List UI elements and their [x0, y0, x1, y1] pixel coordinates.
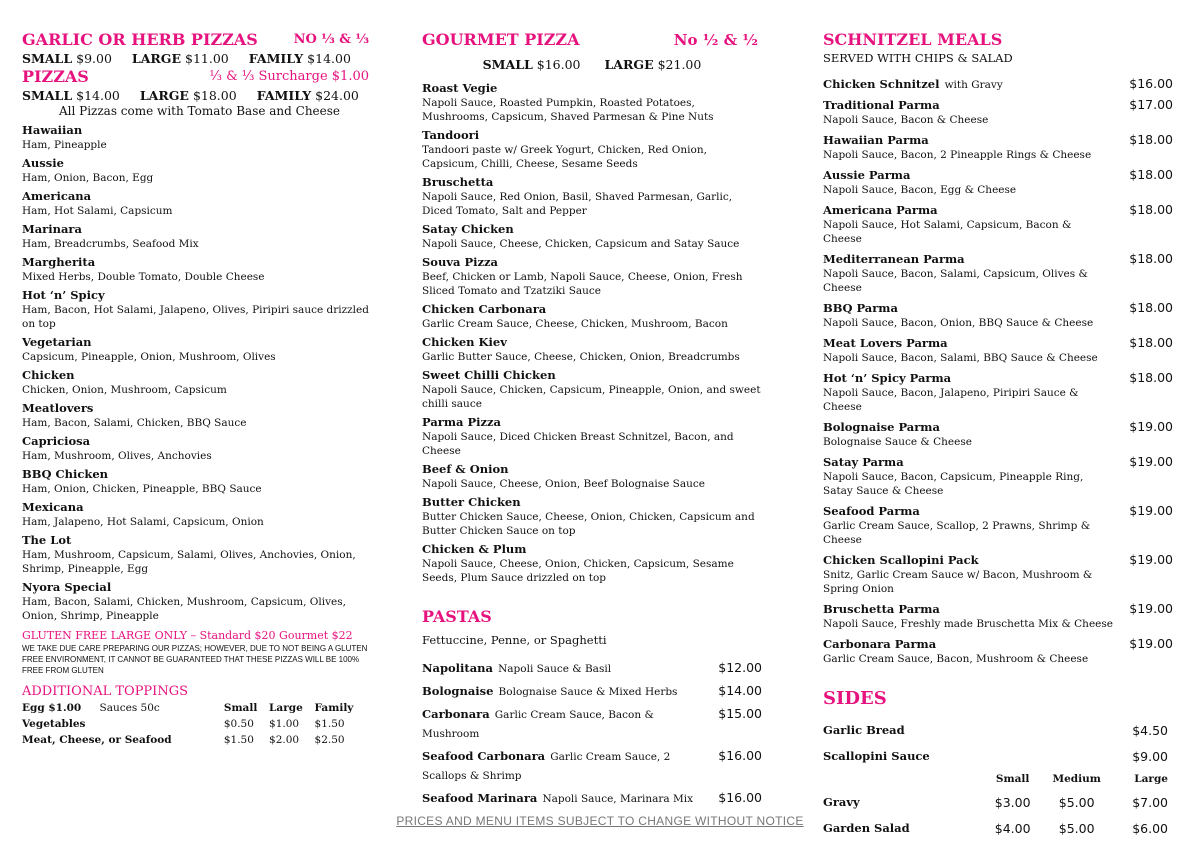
schnitzel-label — [823, 451, 904, 470]
list-item — [823, 500, 1173, 547]
pizza-name: Americana — [22, 189, 92, 203]
gourmet-name: Parma Pizza — [422, 415, 502, 429]
topping-name: Vegetables — [22, 718, 86, 730]
table-row — [823, 743, 1168, 769]
pastas-title: PASTAS — [422, 607, 492, 626]
schnitzel-price: $19.00 — [1129, 419, 1173, 434]
sides-small-header: Small — [995, 773, 1030, 785]
schnitzel-label — [823, 94, 940, 113]
schnitzel-desc: Snitz, Garlic Cream Sauce w/ Bacon, Mushroom & Spring Onion — [823, 569, 1093, 595]
schnitzel-desc: Napoli Sauce, Bacon & Cheese — [823, 114, 989, 126]
schnitzel-desc: Garlic Cream Sauce, Scallop, 2 Prawns, Shrimp & Cheese — [823, 520, 1091, 546]
list-item — [422, 255, 762, 298]
schnitzel-price: $18.00 — [1129, 132, 1173, 147]
gourmet-name: Souva Pizza — [422, 255, 499, 269]
schnitzel-row — [823, 598, 1173, 617]
schnitzel-name: Hot ‘n’ Spicy Parma — [823, 371, 952, 385]
schnitzel-price: $18.00 — [1129, 335, 1173, 350]
list-item — [22, 288, 377, 331]
list-item — [422, 542, 762, 585]
schnitzel-label — [823, 164, 910, 183]
gourmet-desc: Garlic Butter Sauce, Cheese, Chicken, Onion, Breadcrumbs — [422, 351, 740, 363]
list-item — [823, 332, 1173, 365]
list-item — [823, 297, 1173, 330]
schnitzel-desc: Napoli Sauce, Bacon, Capsicum, Pineapple Ring, Satay Sauce & Cheese — [823, 471, 1084, 497]
pastas-header — [422, 607, 762, 627]
schnitzel-name: Satay Parma — [823, 455, 904, 469]
pizzas-title: PIZZAS — [22, 67, 89, 86]
list-item — [823, 367, 1173, 414]
pasta-desc: Napoli Sauce, Marinara Mix — [542, 793, 694, 805]
sides-header-row — [823, 769, 1168, 789]
schnitzel-title: SCHNITZEL MEALS — [823, 30, 1003, 49]
column-pizzas — [22, 30, 377, 748]
gourmet-header — [422, 30, 762, 50]
pizza-name: BBQ Chicken — [22, 467, 108, 481]
table-row — [22, 716, 367, 732]
list-item — [422, 175, 762, 218]
list-item — [823, 164, 1173, 197]
toppings-header-row — [22, 700, 367, 716]
gourmet-name: Butter Chicken — [422, 495, 521, 509]
list-item — [823, 73, 1173, 92]
gourmet-desc: Tandoori paste w/ Greek Yogurt, Chicken, Red Onion, Capsicum, Chilli, Cheese, Sesame Seeds — [422, 144, 707, 170]
schnitzel-desc: Bolognaise Sauce & Cheese — [823, 436, 972, 448]
schnitzel-price: $18.00 — [1129, 251, 1173, 266]
schnitzel-row — [823, 500, 1173, 519]
list-item — [422, 368, 762, 411]
sides-medium-header: Medium — [1052, 773, 1101, 785]
schnitzel-label — [823, 332, 948, 351]
pizza-desc: Ham, Mushroom, Capsicum, Salami, Olives, Anchovies, Onion, Shrimp, Pineapple, Egg — [22, 549, 356, 575]
pizza-name: The Lot — [22, 533, 72, 547]
pasta-list — [422, 657, 762, 806]
size-price: FAMILY $14.00 — [248, 51, 351, 66]
list-item — [823, 129, 1173, 162]
pasta-label — [422, 787, 693, 806]
schnitzel-name: Meat Lovers Parma — [823, 336, 948, 350]
pizza-desc: Ham, Onion, Chicken, Pineapple, BBQ Sauce — [22, 483, 262, 495]
schnitzel-desc: Napoli Sauce, Bacon, Salami, BBQ Sauce & Cheese — [823, 352, 1098, 364]
pasta-label — [422, 745, 702, 783]
topping-large: $1.00 — [269, 718, 300, 730]
schnitzel-row — [823, 367, 1173, 386]
side-small-price: $4.00 — [994, 820, 1031, 836]
list-item — [22, 500, 377, 529]
schnitzel-row — [823, 549, 1173, 568]
list-item — [22, 533, 377, 576]
list-item — [22, 123, 377, 152]
pizza-name: Capriciosa — [22, 434, 91, 448]
schnitzel-name: Traditional Parma — [823, 98, 940, 112]
schnitzel-label — [823, 633, 936, 652]
schnitzel-label — [823, 199, 938, 218]
list-item — [422, 703, 762, 741]
pizzas-surcharge-note: ⅓ & ⅓ Surcharge $1.00 — [209, 69, 369, 84]
column-gourmet — [422, 30, 762, 810]
side-large-price: $7.00 — [1132, 794, 1168, 810]
gourmet-name: Chicken Carbonara — [422, 302, 547, 316]
pizza-desc: Ham, Onion, Bacon, Egg — [22, 172, 154, 184]
pizzas-header — [22, 67, 377, 87]
sides-title: SIDES — [823, 688, 887, 709]
gourmet-title: GOURMET PIZZA — [422, 30, 580, 49]
schnitzel-row — [823, 633, 1173, 652]
schnitzel-name: Chicken Schnitzel — [823, 77, 940, 91]
size-price: LARGE $11.00 — [131, 51, 229, 66]
gourmet-sizes — [422, 56, 762, 73]
schnitzel-name: Aussie Parma — [823, 168, 911, 182]
pasta-desc: Napoli Sauce & Basil — [498, 663, 612, 675]
pasta-label — [422, 657, 611, 676]
list-item — [22, 335, 377, 364]
pasta-label — [422, 703, 702, 741]
side-name: Gravy — [823, 795, 860, 809]
schnitzel-price: $18.00 — [1129, 300, 1173, 315]
schnitzel-price: $18.00 — [1129, 202, 1173, 217]
gourmet-desc: Napoli Sauce, Chicken, Capsicum, Pineapple, Onion, and sweet chilli sauce — [422, 384, 761, 410]
gourmet-list — [422, 81, 762, 585]
pastas-subtitle: Fettuccine, Penne, or Spaghetti — [422, 633, 607, 647]
toppings-small-header: Small — [223, 702, 258, 714]
pizza-name: Meatlovers — [22, 401, 94, 415]
gluten-free-note: GLUTEN FREE LARGE ONLY – Standard $20 Gourmet $22 — [22, 629, 353, 642]
pasta-price: $12.00 — [718, 660, 762, 675]
schnitzel-label — [823, 598, 940, 617]
schnitzel-price: $18.00 — [1129, 167, 1173, 182]
list-item — [22, 401, 377, 430]
gourmet-desc: Napoli Sauce, Red Onion, Basil, Shaved Parmesan, Garlic, Diced Tomato, Salt and Pepper — [422, 191, 733, 217]
gourmet-desc: Butter Chicken Sauce, Cheese, Onion, Chicken, Capsicum and Butter Chicken Sauce on top — [422, 511, 755, 537]
side-name: Scallopini Sauce — [823, 749, 930, 763]
pizza-list — [22, 123, 377, 623]
schnitzel-row — [823, 94, 1173, 113]
pasta-name: Seafood Marinara — [422, 791, 538, 805]
size-price: FAMILY $24.00 — [256, 88, 359, 103]
schnitzel-desc: Garlic Cream Sauce, Bacon, Mushroom & Cheese — [823, 653, 1089, 665]
list-item — [422, 128, 762, 171]
schnitzel-name: Bolognaise Parma — [823, 420, 940, 434]
pizza-name: Hawaiian — [22, 123, 83, 137]
gourmet-note: No ½ & ½ — [673, 31, 758, 49]
size-price: LARGE $21.00 — [604, 57, 702, 72]
pizza-name: Aussie — [22, 156, 64, 170]
pizza-desc: Ham, Pineapple — [22, 139, 107, 151]
list-item — [22, 434, 377, 463]
pasta-price: $15.00 — [718, 706, 762, 721]
size-price: LARGE $18.00 — [139, 88, 237, 103]
pasta-price: $14.00 — [718, 683, 762, 698]
list-item — [22, 156, 377, 185]
list-item — [823, 248, 1173, 295]
list-item — [823, 633, 1173, 666]
pizza-name: Margherita — [22, 255, 96, 269]
pizza-sizes — [22, 87, 377, 104]
schnitzel-row — [823, 248, 1173, 267]
pasta-desc: Garlic Cream Sauce, 2 Scallops & Shrimp — [422, 751, 671, 782]
gourmet-desc: Napoli Sauce, Cheese, Chicken, Capsicum and Satay Sauce — [422, 238, 740, 250]
schnitzel-price: $19.00 — [1129, 601, 1173, 616]
schnitzel-row — [823, 332, 1173, 351]
schnitzel-header — [823, 30, 1173, 50]
list-item — [422, 495, 762, 538]
pasta-desc: Garlic Cream Sauce, Bacon & Mushroom — [422, 709, 654, 740]
pizza-desc: Ham, Breadcrumbs, Seafood Mix — [22, 238, 199, 250]
gluten-disclaimer: WE TAKE DUE CARE PREPARING OUR PIZZAS; HOWEVER, DUE TO NOT BEING A GLUTEN FREE ENVIRONMENT, IT CANNOT BE GUARANTEED THAT THESE PIZZAS WILL BE 100% FREE FROM GLUTEN — [22, 644, 368, 675]
schnitzel-price: $17.00 — [1129, 97, 1173, 112]
schnitzel-desc: Napoli Sauce, Bacon, Jalapeno, Piripiri Sauce & Cheese — [823, 387, 1079, 413]
pizza-name: Mexicana — [22, 500, 84, 514]
gourmet-name: Satay Chicken — [422, 222, 514, 236]
schnitzel-row — [823, 451, 1173, 470]
schnitzel-desc: Napoli Sauce, Freshly made Bruschetta Mix & Cheese — [823, 618, 1113, 630]
list-item — [422, 302, 762, 331]
schnitzel-name: Carbonara Parma — [823, 637, 937, 651]
sides-large-header: Large — [1134, 773, 1168, 785]
toppings-egg: Egg $1.00 Sauces 50c — [22, 702, 160, 714]
schnitzel-label — [823, 500, 920, 519]
list-item — [22, 467, 377, 496]
schnitzel-desc: Napoli Sauce, Bacon, 2 Pineapple Rings & Cheese — [823, 149, 1092, 161]
pasta-name: Napolitana — [422, 661, 493, 675]
pasta-price: $16.00 — [718, 748, 762, 763]
table-row — [22, 732, 367, 748]
pasta-label — [422, 680, 677, 699]
pizza-name: Chicken — [22, 368, 75, 382]
side-name: Garlic Bread — [823, 723, 905, 737]
garlic-herb-sizes — [22, 50, 377, 67]
pizza-desc: Capsicum, Pineapple, Onion, Mushroom, Olives — [22, 351, 276, 363]
topping-large: $2.00 — [269, 734, 300, 746]
topping-name: Meat, Cheese, or Seafood — [22, 734, 172, 746]
schnitzel-label — [823, 129, 929, 148]
schnitzel-name: Hawaiian Parma — [823, 133, 929, 147]
size-price: SMALL $16.00 — [482, 57, 581, 72]
schnitzel-row — [823, 416, 1173, 435]
column-schnitzel — [823, 30, 1173, 841]
table-row — [823, 789, 1168, 815]
pizza-name: Nyora Special — [22, 580, 112, 594]
gourmet-name: Chicken & Plum — [422, 542, 527, 556]
list-item — [422, 680, 762, 699]
schnitzel-name: BBQ Parma — [823, 301, 898, 315]
list-item — [823, 199, 1173, 246]
list-item — [422, 335, 762, 364]
list-item — [422, 81, 762, 124]
schnitzel-label — [823, 297, 898, 316]
schnitzel-label — [823, 416, 940, 435]
schnitzel-price: $16.00 — [1129, 76, 1173, 91]
pizza-name: Hot ‘n’ Spicy — [22, 288, 105, 302]
toppings-family-header: Family — [314, 702, 354, 714]
list-item — [823, 598, 1173, 631]
pizza-name: Vegetarian — [22, 335, 92, 349]
schnitzel-price: $19.00 — [1129, 552, 1173, 567]
side-medium-price: $5.00 — [1058, 794, 1095, 810]
list-item — [22, 255, 377, 284]
topping-small: $1.50 — [223, 734, 254, 746]
list-item — [823, 94, 1173, 127]
schnitzel-name: Americana Parma — [823, 203, 938, 217]
gourmet-name: Tandoori — [422, 128, 480, 142]
schnitzel-price: $19.00 — [1129, 503, 1173, 518]
pizza-name: Marinara — [22, 222, 82, 236]
size-price: SMALL $14.00 — [22, 88, 120, 103]
schnitzel-price: $18.00 — [1129, 370, 1173, 385]
schnitzel-row — [823, 73, 1173, 92]
schnitzel-name: Seafood Parma — [823, 504, 920, 518]
list-item — [823, 451, 1173, 498]
schnitzel-label — [823, 73, 1003, 92]
pizza-desc: Ham, Bacon, Salami, Chicken, BBQ Sauce — [22, 417, 247, 429]
gourmet-desc: Napoli Sauce, Cheese, Onion, Beef Bolognaise Sauce — [422, 478, 705, 490]
pasta-name: Seafood Carbonara — [422, 749, 546, 763]
gourmet-name: Chicken Kiev — [422, 335, 507, 349]
gourmet-desc: Garlic Cream Sauce, Cheese, Chicken, Mushroom, Bacon — [422, 318, 728, 330]
schnitzel-price: $19.00 — [1129, 454, 1173, 469]
gourmet-desc: Napoli Sauce, Cheese, Onion, Chicken, Capsicum, Sesame Seeds, Plum Sauce drizzled on top — [422, 558, 734, 584]
pasta-price: $16.00 — [718, 790, 762, 805]
size-price: SMALL $9.00 — [22, 51, 112, 66]
pizza-desc: Mixed Herbs, Double Tomato, Double Cheese — [22, 271, 265, 283]
toppings-large-header: Large — [269, 702, 303, 714]
schnitzel-desc: Napoli Sauce, Bacon, Salami, Capsicum, Olives & Cheese — [823, 268, 1088, 294]
gourmet-desc: Beef, Chicken or Lamb, Napoli Sauce, Cheese, Onion, Fresh Sliced Tomato and Tzatziki Sauce — [422, 271, 743, 297]
side-large-price: $6.00 — [1132, 820, 1168, 836]
garlic-herb-note: NO ⅓ & ⅓ — [293, 32, 369, 47]
list-item — [422, 787, 762, 806]
gourmet-name: Sweet Chilli Chicken — [422, 368, 556, 382]
list-item — [823, 416, 1173, 449]
footer-disclaimer: PRICES AND MENU ITEMS SUBJECT TO CHANGE WITHOUT NOTICE — [396, 814, 804, 828]
list-item — [422, 657, 762, 676]
list-item — [823, 549, 1173, 596]
schnitzel-label — [823, 248, 965, 267]
side-name: Garden Salad — [823, 821, 910, 835]
pizza-desc: Ham, Bacon, Salami, Chicken, Mushroom, Capsicum, Olives, Onion, Shrimp, Pineapple — [22, 596, 346, 622]
schnitzel-label — [823, 549, 979, 568]
pasta-name: Bolognaise — [422, 684, 494, 698]
pizza-desc: Chicken, Onion, Mushroom, Capsicum — [22, 384, 227, 396]
topping-family: $1.50 — [314, 718, 345, 730]
schnitzel-desc: Napoli Sauce, Hot Salami, Capsicum, Bacon & Cheese — [823, 219, 1072, 245]
schnitzel-row — [823, 129, 1173, 148]
garlic-herb-title: GARLIC OR HERB PIZZAS — [22, 30, 258, 49]
schnitzel-name: Bruschetta Parma — [823, 602, 940, 616]
schnitzel-price: $19.00 — [1129, 636, 1173, 651]
side-small-price: $3.00 — [994, 794, 1031, 810]
pizza-desc: Ham, Hot Salami, Capsicum — [22, 205, 173, 217]
schnitzel-inline: with Gravy — [944, 79, 1003, 91]
pasta-name: Carbonara — [422, 707, 490, 721]
list-item — [22, 222, 377, 251]
side-price: $9.00 — [1132, 748, 1168, 764]
schnitzel-desc: Napoli Sauce, Bacon, Onion, BBQ Sauce & Cheese — [823, 317, 1094, 329]
toppings-table — [22, 700, 367, 748]
schnitzel-row — [823, 297, 1173, 316]
pizza-desc: Ham, Jalapeno, Hot Salami, Capsicum, Onion — [22, 516, 264, 528]
table-row — [823, 717, 1168, 743]
list-item — [422, 222, 762, 251]
gourmet-desc: Napoli Sauce, Diced Chicken Breast Schnitzel, Bacon, and Cheese — [422, 431, 734, 457]
gourmet-name: Beef & Onion — [422, 462, 509, 476]
list-item — [22, 368, 377, 397]
schnitzel-name: Mediterranean Parma — [823, 252, 965, 266]
schnitzel-row — [823, 164, 1173, 183]
topping-small: $0.50 — [223, 718, 254, 730]
side-medium-price: $5.00 — [1058, 820, 1095, 836]
list-item — [422, 745, 762, 783]
gourmet-name: Bruschetta — [422, 175, 494, 189]
garlic-herb-header — [22, 30, 377, 50]
list-item — [22, 189, 377, 218]
schnitzel-desc: Napoli Sauce, Bacon, Egg & Cheese — [823, 184, 1017, 196]
schnitzel-name: Chicken Scallopini Pack — [823, 553, 979, 567]
gourmet-name: Roast Vegie — [422, 81, 498, 95]
base-note: All Pizzas come with Tomato Base and Cheese — [58, 104, 341, 118]
pizza-desc: Ham, Bacon, Hot Salami, Jalapeno, Olives, Piripiri sauce drizzled on top — [22, 304, 369, 330]
schnitzel-subtitle: SERVED WITH CHIPS & SALAD — [823, 51, 1013, 65]
schnitzel-list — [823, 73, 1173, 666]
pizza-desc: Ham, Mushroom, Olives, Anchovies — [22, 450, 212, 462]
list-item — [22, 580, 377, 623]
schnitzel-row — [823, 199, 1173, 218]
schnitzel-label — [823, 367, 951, 386]
list-item — [422, 462, 762, 491]
list-item — [422, 415, 762, 458]
toppings-title: ADDITIONAL TOPPINGS — [22, 684, 188, 699]
gourmet-desc: Napoli Sauce, Roasted Pumpkin, Roasted Potatoes, Mushrooms, Capsicum, Shaved Parmesan & Pine Nuts — [422, 97, 714, 123]
topping-family: $2.50 — [314, 734, 345, 746]
pasta-desc: Bolognaise Sauce & Mixed Herbs — [498, 686, 678, 698]
side-price: $4.50 — [1132, 722, 1168, 738]
